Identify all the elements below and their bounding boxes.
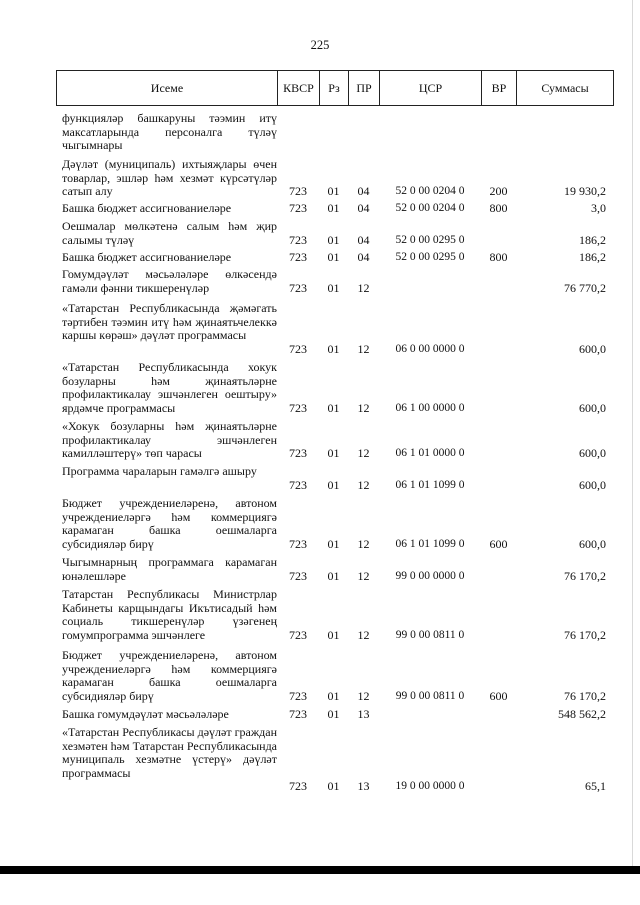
row-kvsr: 723 (289, 628, 307, 642)
scan-bottom-bar (0, 866, 640, 874)
row-sum: 600,0 (579, 478, 606, 492)
row-kvsr: 723 (289, 537, 307, 551)
row-csr: 99 0 00 0811 0 (395, 629, 465, 641)
row-pr: 13 (357, 707, 370, 721)
row-rz: 01 (327, 201, 340, 215)
row-rz: 01 (327, 569, 340, 583)
row-csr: 52 0 00 0204 0 (395, 202, 465, 214)
row-kvsr: 723 (289, 569, 307, 583)
row-name: «Хокук бозуларны һәм җинаятьләрне профилактикалау эшчәнлеген камилләштерү» төп чарасы (62, 419, 277, 460)
row-kvsr: 723 (289, 446, 307, 460)
row-pr: 13 (357, 779, 370, 793)
row-kvsr: 723 (289, 779, 307, 793)
row-sum: 600,0 (579, 401, 606, 415)
row-name: Татарстан Республикасы Министрлар Кабинеты карщындагы Икътисадый һәм социаль тикшеренүләр үзәгенең гомумпрограмма эшчәнлеге (62, 587, 277, 642)
row-name: Башка гомумдәүләт мәсьәләләре (62, 707, 229, 721)
row-rz: 01 (327, 250, 340, 264)
row-csr: 52 0 00 0295 0 (395, 234, 465, 246)
row-sum: 186,2 (579, 233, 606, 247)
header-sum: Суммасы (541, 81, 589, 95)
row-name: Башка бюджет ассигнованиеләре (62, 250, 232, 264)
row-csr: 06 1 01 1099 0 (395, 538, 465, 550)
row-rz: 01 (327, 446, 340, 460)
row-name: Дәүләт (муниципаль) ихтыяҗлары өчен товарлар, эшләр һәм хезмәт күрсәтүләр сатып алу (62, 157, 277, 198)
row-kvsr: 723 (289, 184, 307, 198)
row-sum: 76 770,2 (564, 281, 606, 295)
row-rz: 01 (327, 233, 340, 247)
row-name: «Татарстан Республикасында хокук бозуларны һәм җинаятьләрне профилактикалау эшчәнлеген оештыру» ярдәмче программасы (62, 360, 277, 415)
row-pr: 12 (357, 446, 370, 460)
row-sum: 65,1 (585, 779, 606, 793)
row-name: «Татарстан Республикасы дәүләт граждан хезмәтен һәм Татарстан Республикасында муниципаль хезмәтне үстерү» дәүләт программасы (62, 725, 277, 780)
row-sum: 76 170,2 (564, 689, 606, 703)
row-pr: 04 (357, 233, 370, 247)
scan-edge (632, 0, 633, 866)
row-vr: 600 (489, 689, 508, 703)
row-pr: 12 (357, 401, 370, 415)
row-pr: 12 (357, 569, 370, 583)
row-csr: 52 0 00 0204 0 (395, 185, 465, 197)
row-name: «Татарстан Республикасында җәмәгать тәртибен тәэмин итү һәм җинаятьчелеккә каршы көрәш» дәүләт программасы (62, 301, 277, 342)
row-csr: 06 0 00 0000 0 (395, 343, 465, 355)
row-kvsr: 723 (289, 233, 307, 247)
row-kvsr: 723 (289, 401, 307, 415)
row-name: Башка бюджет ассигнованиеләре (62, 201, 232, 215)
row-csr: 52 0 00 0295 0 (395, 251, 465, 263)
row-sum: 600,0 (579, 537, 606, 551)
row-csr: 99 0 00 0811 0 (395, 690, 465, 702)
header-kvsr: КВСР (278, 71, 320, 105)
row-sum: 3,0 (591, 201, 606, 215)
row-pr: 12 (357, 281, 370, 295)
row-pr: 12 (357, 342, 370, 356)
page-number: 225 (310, 38, 330, 52)
row-vr: 200 (489, 184, 508, 198)
row-kvsr: 723 (289, 250, 307, 264)
row-rz: 01 (327, 779, 340, 793)
row-rz: 01 (327, 342, 340, 356)
row-name: функцияләр башкаруны тәэмин итү максатларында персоналга түләү чыгымнары (62, 111, 277, 152)
table-header (56, 70, 614, 106)
row-csr: 06 1 01 0000 0 (395, 447, 465, 459)
row-rz: 01 (327, 281, 340, 295)
row-rz: 01 (327, 401, 340, 415)
header-rz: Рз (320, 71, 349, 105)
row-sum: 548 562,2 (558, 707, 606, 721)
row-pr: 12 (357, 478, 370, 492)
row-sum: 600,0 (579, 342, 606, 356)
row-vr: 800 (489, 250, 508, 264)
row-pr: 04 (357, 184, 370, 198)
row-name: Бюджет учреждениеләренә, автоном учреждениеләргә һәм коммерциягә карамаган башка оешмаларга субсидияләр бирү (62, 496, 277, 551)
row-pr: 12 (357, 628, 370, 642)
row-kvsr: 723 (289, 478, 307, 492)
row-name: Чыгымнарның программага карамаган юнәлешләре (62, 555, 277, 583)
row-sum: 19 930,2 (564, 184, 606, 198)
row-rz: 01 (327, 537, 340, 551)
row-pr: 12 (357, 689, 370, 703)
row-kvsr: 723 (289, 281, 307, 295)
row-pr: 04 (357, 250, 370, 264)
row-kvsr: 723 (289, 201, 307, 215)
row-vr: 800 (489, 201, 508, 215)
row-name: Бюджет учреждениеләренә, автоном учреждениеләргә һәм коммерциягә карамаган башка оешмаларга субсидияләр бирү (62, 648, 277, 703)
row-vr: 600 (489, 537, 508, 551)
row-rz: 01 (327, 628, 340, 642)
row-rz: 01 (327, 707, 340, 721)
row-sum: 76 170,2 (564, 569, 606, 583)
row-name: Гомумдәүләт мәсьәләләре өлкәсендә гамәли фәнни тикшеренүләр (62, 267, 277, 295)
row-csr: 06 1 01 1099 0 (395, 479, 465, 491)
row-sum: 600,0 (579, 446, 606, 460)
header-name: Исеме (57, 71, 278, 105)
row-rz: 01 (327, 689, 340, 703)
row-sum: 186,2 (579, 250, 606, 264)
header-vr: ВР (482, 71, 517, 105)
row-sum: 76 170,2 (564, 628, 606, 642)
header-pr: ПР (349, 71, 380, 105)
row-csr: 06 1 00 0000 0 (395, 402, 465, 414)
row-kvsr: 723 (289, 689, 307, 703)
row-name: Оешмалар мөлкәтенә салым һәм җир салымы түләү (62, 219, 277, 247)
row-kvsr: 723 (289, 707, 307, 721)
row-pr: 12 (357, 537, 370, 551)
row-name: Программа чараларын гамәлгә ашыру (62, 464, 257, 478)
row-csr: 19 0 00 0000 0 (395, 780, 465, 792)
row-pr: 04 (357, 201, 370, 215)
row-kvsr: 723 (289, 342, 307, 356)
row-csr: 99 0 00 0000 0 (395, 570, 465, 582)
row-rz: 01 (327, 184, 340, 198)
row-rz: 01 (327, 478, 340, 492)
header-csr: ЦСР (380, 71, 482, 105)
